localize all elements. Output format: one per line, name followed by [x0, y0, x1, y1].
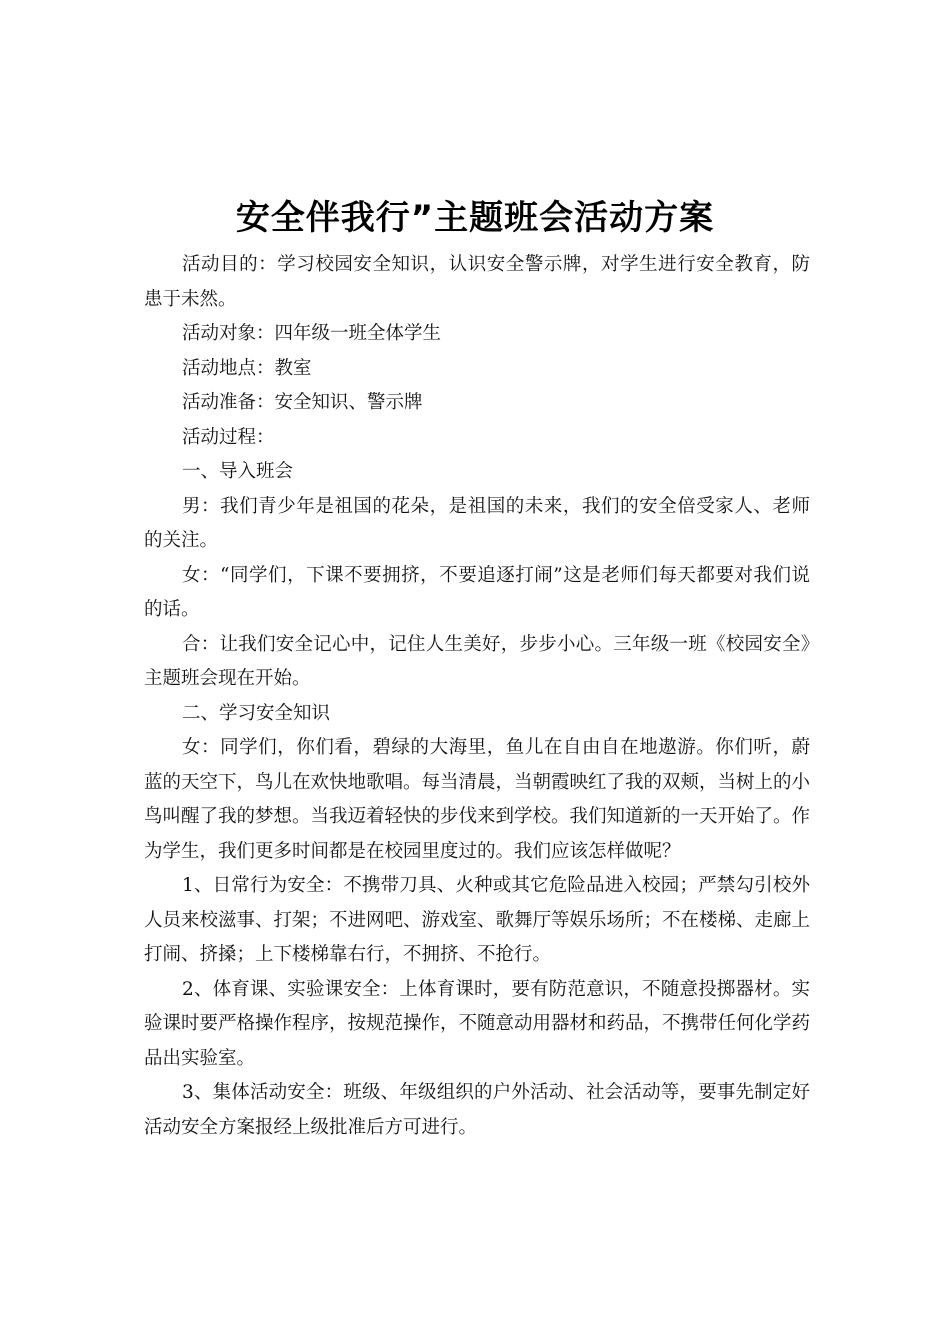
section-heading-knowledge: 二、学习安全知识 [182, 702, 331, 724]
paragraph-item-3: 3、集体活动安全：班级、年级组织的户外活动、社会活动等，要事先制定好活动安全方案报经上级批准后方可进行。 [144, 1082, 810, 1138]
paragraph-location: 活动地点：教室 [182, 357, 312, 379]
paragraph-target: 活动对象：四年级一班全体学生 [182, 323, 442, 344]
paragraph-male-speaker: 男：我们青少年是祖国的花朵，是祖国的未来，我们的安全倍受家人、老师的关注。 [144, 495, 810, 551]
paragraph-process-heading: 活动过程： [182, 426, 275, 448]
paragraph-female-intro: 女：同学们，你们看，碧绿的大海里，鱼儿在自由自在地遨游。你们听，蔚蓝的天空下，鸟儿在欢快地歌唱。每当清晨，当朝霞映红了我的双颊，当树上的小鸟叫醒了我的梦想。当我迈着轻快的步伐来到学校。我们知道新的一天开始了。作为学生，我们更多时间都是在校园里度过的。我们应该怎样做呢？ [144, 737, 811, 862]
paragraph-item-2: 2、体育课、实验课安全：上体育课时，要有防范意识，不随意投掷器材。实验课时要严格操作程序，按规范操作，不随意动用器材和药品，不携带任何化学药品出实验室。 [144, 978, 811, 1069]
paragraph-preparation: 活动准备：安全知识、警示牌 [182, 392, 423, 413]
document-body [144, 248, 810, 1145]
document-title: 安全伴我行”主题班会活动方案 [235, 198, 715, 238]
paragraph-purpose: 活动目的：学习校园安全知识，认识安全警示牌，对学生进行安全教育，防患于未然。 [144, 254, 810, 310]
paragraph-item-1: 1、日常行为安全：不携带刀具、火种或其它危险品进入校园；严禁勾引校外人员来校滋事、打架；不进网吧、游戏室、歌舞厅等娱乐场所；不在楼梯、走廊上打闹、挤搡；上下楼梯靠右行，不拥挤、不抢行。 [144, 875, 811, 965]
paragraph-together: 合：让我们安全记心中，记住人生美好，步步小心。三年级一班《校园安全》主题班会现在开始。 [144, 633, 810, 689]
section-heading-intro: 一、导入班会 [182, 461, 294, 482]
paragraph-female-speaker: 女：“同学们，下课不要拥挤，不要追逐打闹”这是老师们每天都要对我们说的话。 [144, 564, 810, 620]
